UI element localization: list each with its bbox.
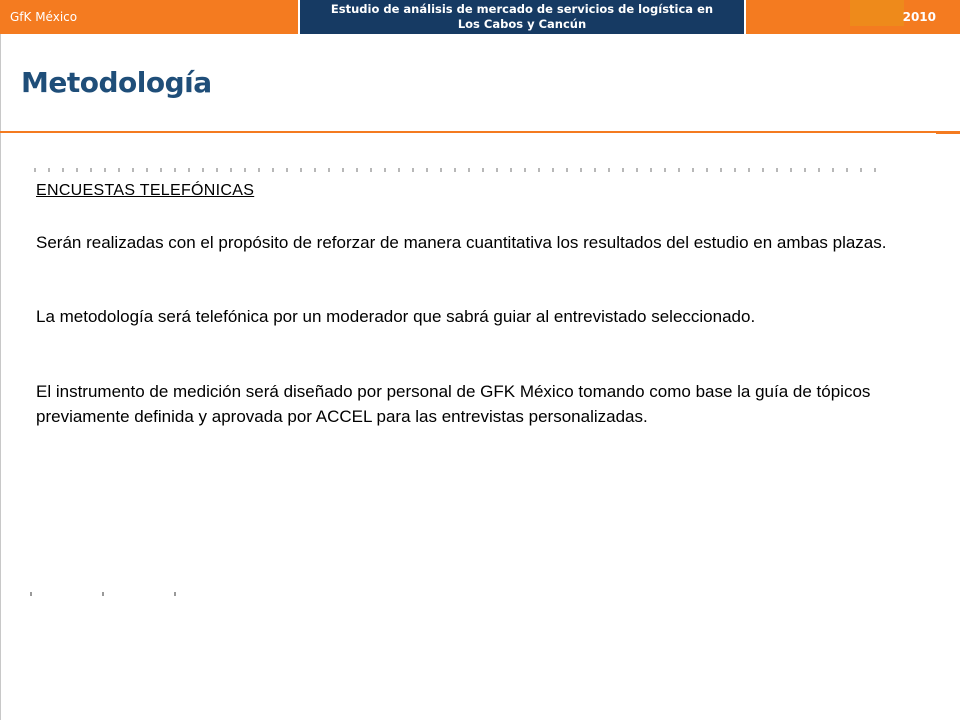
study-title xyxy=(300,2,744,32)
left-border-line xyxy=(0,34,1,720)
background-text-remnant-bottom xyxy=(30,592,220,596)
header-bar xyxy=(0,0,960,34)
study-title-line-1: Estudio de análisis de mercado de servicios de logística en xyxy=(330,2,714,16)
background-text-remnant xyxy=(34,168,884,172)
header-left-segment xyxy=(0,0,298,34)
header-title-segment xyxy=(300,0,744,34)
brand-label: GfK México xyxy=(10,10,78,24)
year-accent-box xyxy=(850,0,904,26)
paragraph-purpose: Serán realizadas con el propósito de reforzar de manera cuantitativa los resultados del estudio en ambas plazas. xyxy=(36,233,887,252)
study-title-line-2: Los Cabos y Cancún xyxy=(457,17,587,31)
year-label: 2010 xyxy=(902,10,936,24)
section-heading: ENCUESTAS TELEFÓNICAS xyxy=(36,182,255,199)
content-box xyxy=(28,174,940,470)
header-right-segment xyxy=(746,0,960,34)
page-title: Metodología xyxy=(21,66,212,99)
paragraph-instrument: El instrumento de medición será diseñado por personal de GFK México tomando como base la guía de tópicos previamente definida y aprovada por ACCEL para las entrevistas personalizadas. xyxy=(36,382,871,426)
title-divider-accent xyxy=(936,131,960,134)
title-divider xyxy=(0,131,960,133)
paragraph-methodology: La metodología será telefónica por un moderador que sabrá guiar al entrevistado seleccionado. xyxy=(36,307,756,326)
